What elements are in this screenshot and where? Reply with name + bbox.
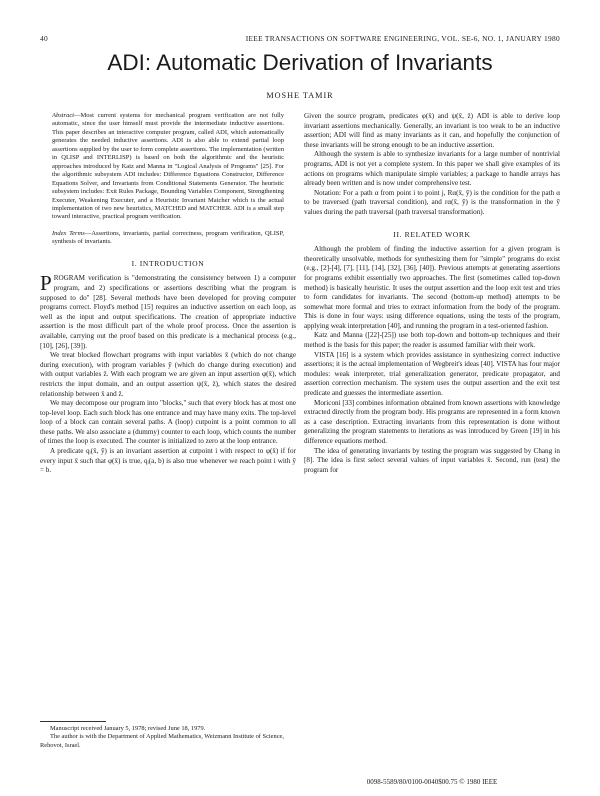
author-name: MOSHE TAMIR xyxy=(266,91,334,100)
page-number: 40 xyxy=(40,34,48,43)
section-heading-introduction: I. INTRODUCTION xyxy=(131,258,205,268)
abstract-label: Abstract xyxy=(52,112,75,119)
footnote-affiliation: The author is with the Department of Applied Mathematics, Weizmann Institute of Science, Rehovot, Israel. xyxy=(40,733,284,749)
related-paragraph-3: VISTA [16] is a system which provides assistance in synthesizing correct inductive assertions; it is the actual implementation of Wegbreit's ideas [40]. VISTA has four major modules: weak interpreter, trial generalization generator, predicate propagator, and assertion correction mechanism. The system uses the output assertion and the exit test predicate and guesses the intermediate assertion. xyxy=(304,350,560,398)
paper-title: ADI: Automatic Derivation of Invariants xyxy=(107,50,493,75)
intro-paragraph-4: A predicate qᵢ(x̄, ȳ) is an invariant assertion at cutpoint i with respect to φ(x̄) if for every input x̄ such that φ(x̄) is true, qᵢ(a, b) is also true whenever we reach point i with ȳ = b. xyxy=(40,447,296,475)
index-terms-label: Index Terms xyxy=(52,229,85,237)
copyright-line: 0098-5589/80/0100-0040$00.75 © 1980 IEEE xyxy=(366,778,498,786)
footnote-received: Manuscript received January 5, 1978; revised June 18, 1979. xyxy=(50,725,206,732)
abstract xyxy=(40,112,296,222)
index-terms-text: —Assertions, invariants, partial correctness, program verification, QLISP, synthesis of invariants. xyxy=(52,229,284,246)
journal-name: IEEE TRANSACTIONS ON SOFTWARE ENGINEERING, VOL. SE-6, NO. 1, JANUARY 1980 xyxy=(245,34,560,43)
footnote xyxy=(40,725,296,750)
section-heading-related-work: II. RELATED WORK xyxy=(393,229,471,239)
related-paragraph-5: The idea of generating invariants by testing the program was suggested by Chang in [8]. The idea is first select several values of input variables x̄. Second, run (test) the program for xyxy=(304,446,560,474)
footnote-rule xyxy=(40,721,106,722)
notation-paragraph: Notation: For a path α from point i to point j, Rα(x̄, ȳ) is the condition for the path α to be traversed (path traversal condition), and rα(x̄, ȳ) is the transformation in the ȳ values during the path traversal (path traversal transformation). xyxy=(304,188,560,216)
right-column xyxy=(304,112,560,475)
index-terms xyxy=(40,230,296,247)
related-paragraph-1: Although the problem of finding the inductive assertion for a given program is theoretically unsolvable, methods for synthesizing them for "simple" programs do exist (e.g., [2]-[4], [7], [11], [14], [32], [36], [40]). Previous attempts at generating assertions for programs exhibit essentially two approaches. The first (sometimes called top-down method) is basically heuristic. It uses the output assertion and the loop exit test and tries to form candidates for invariants. The second (bottom-up method) attempts to be somewhat more formal and tries to extract information from the body of the program. This is done in four ways: using difference equations, using the tests of the program, applying weak interpretation [40], and running the program in a test-oriented fashion. xyxy=(304,245,560,330)
intro-paragraph-1 xyxy=(40,271,296,351)
drop-cap: P xyxy=(40,271,52,296)
left-column xyxy=(40,112,296,476)
intro-paragraph-1-text: ROGRAM verification is "demonstrating the consistency between 1) a computer program, and 2) specifications or assertions describing what the program is supposed to do" [28]. Several methods have been developed for proving computer programs correct. Floyd's method [15] requires an inductive assertion on each loop, as well as the input and output specifications. The creation of appropriate inductive assertion is the most difficult part of the whole proof process. Once the assertion is available, carrying out the proof based on this predicate is a mechanical process (e.g., [10], [26], [39]). xyxy=(40,274,296,350)
right-paragraph-2: Although the system is able to synthesize invariants for a large number of nontrivial programs, ADI is not yet a complete system. In this paper we shall give examples of its actions on programs which manipulate simple variables; a package to handle arrays has already been written and is now under comprehensive test. xyxy=(304,150,560,188)
abstract-text: —Most current systems for mechanical program verification are not fully automatic, since the user himself must provide the intermediate inductive assertions. This paper describes an interactive computer program, called ADI, which automatically generates the needed inductive assertions. ADI is also able to extend partial loop assertions supplied by the user to form complete assertions. The implementation (written in QLISP and INTERLISP) is based on both the algorithmic and the heuristic approaches introduced by Katz and Manna in "Logical Analysis of Programs" [25]. For the algorithmic subsystem ADI includes: Difference Equations Constructor, Difference Equations Solver, and Invariants from Conditional Statements Generator. The heuristic subsystem includes: Exit Rules Package, Bounding Variables Component, Strengthening Executer, Weakening Executer, and a Heuristic Invariant Matcher which is the actual implementation of two new heuristics, MATCHED and MATCHER. ADI is a small step toward interactive, practical program verification. xyxy=(52,112,284,221)
intro-paragraph-3: We may decompose our program into "blocks," such that every block has at most one top-level loop. Each such block has one entrance and may have many exits. The top-level loop of a block can contain several paths. A (loop) cutpoint is a point common to all these paths. We also associate a (dummy) counter to each loop, which counts the number of times the loop is executed. The counter is initialized to zero at the loop entrance. xyxy=(40,399,296,446)
related-paragraph-4: Moriconi [33] combines information obtained from known assertions with knowledge extracted directly from the program body. His programs are represented in a form known as a case description. Extracting invariants from this representation is done without generalizing the program statements to iterations as was introduced by Green [19] in his difference equations method. xyxy=(304,398,560,445)
related-paragraph-2: Katz and Manna ([22]-[25]) use both top-down and bottom-up techniques and their method is the basis for this paper; the reader is assumed familiar with their work. xyxy=(304,331,560,350)
intro-paragraph-2: We treat blocked flowchart programs with input variables x̄ (which do not change during execution), with program variables ȳ (which do change during execution) and with output variables z̄. With each program we are given an input assertion φ(x̄), which restricts the input domain, and an output assertion ψ(x̄, z̄), which states the desired relationship between x̄ and z̄. xyxy=(40,351,296,398)
running-header xyxy=(40,34,560,43)
right-paragraph-1: Given the source program, predicates φ(x̄) and ψ(x̄, z̄) ADI is able to derive loop invariant assertions mechanically. Generally, an invariant is too weak to be an inductive assertion; ADI will find as many invariants as it can, and hopefully the conjunction of these invariants will be strong enough to be an inductive assertion. xyxy=(304,112,560,149)
